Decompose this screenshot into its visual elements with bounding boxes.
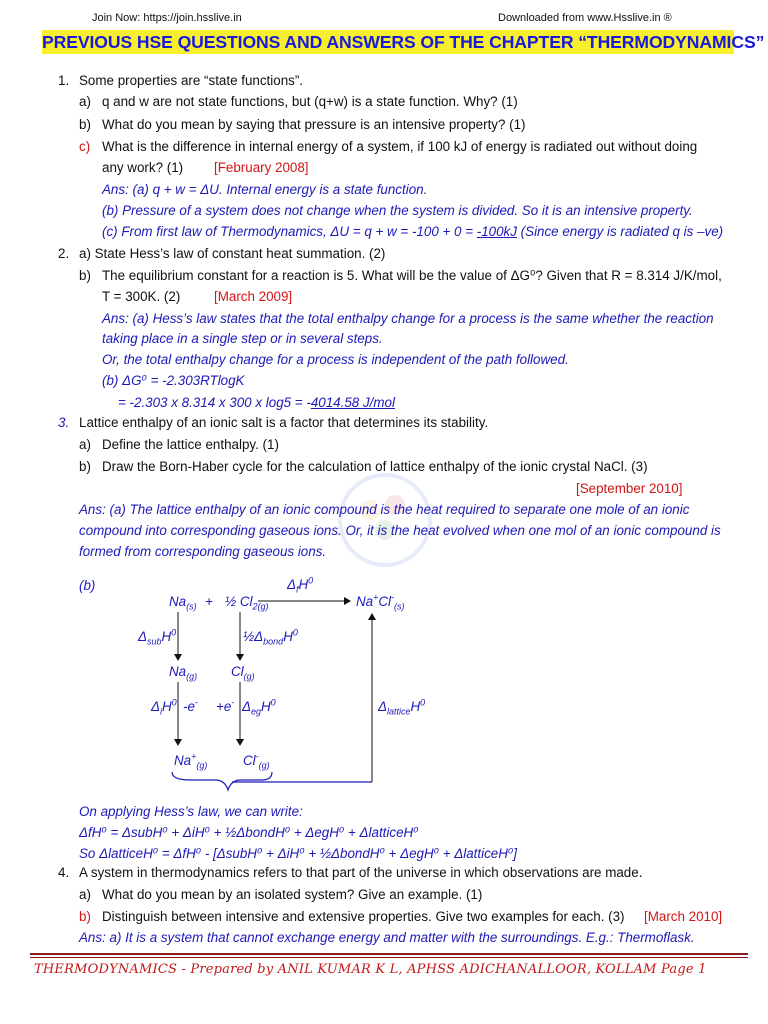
q3-stem: Lattice enthalpy of an ionic salt is a factor that determines its stability.	[79, 415, 489, 430]
q4-stem: A system in thermodynamics refers to that part of the universe in which observations are made.	[79, 865, 643, 880]
half-cl2-gas: ½ $Cl_{2(g)}$	[225, 594, 269, 612]
ionization-enthalpy-label: $\Delta_iH^0$	[151, 697, 177, 717]
q2-answer-line1: Ans: (a) Hess’s law states that the total enthalpy change for a process is the same whether the reaction	[102, 311, 714, 326]
q1c-text-continued: any work? (1)	[102, 160, 184, 175]
q4a-text: What do you mean by an isolated system? Give an example. (1)	[102, 887, 483, 902]
minus-electron: -e-	[183, 697, 198, 714]
formation-enthalpy-label: $\Delta_fH^0$	[287, 575, 314, 595]
na-gas: $Na_{(g)}$	[169, 664, 198, 682]
q3a-label: a)	[79, 437, 91, 452]
q3-answer-b-label: (b)	[79, 578, 96, 593]
q2a-text: a) State Hess’s law of constant heat summation. (2)	[79, 246, 386, 261]
q3-answer-line3: formed from corresponding gaseous ions.	[79, 544, 327, 559]
footer-rule-thick	[30, 953, 748, 955]
q1c-label: c)	[79, 139, 91, 154]
plus-sign: +	[205, 594, 213, 609]
q3-answer-line2: compound into corresponding gaseous ions. Or, it is the heat evolved when one mol of an ionic compound is	[79, 523, 721, 538]
q2-answer-line4: (b) ΔG⁰ = -2.303RTlogK	[102, 373, 245, 388]
q3-exam-tag: [September 2010]	[576, 481, 683, 496]
q2b-label: b)	[79, 268, 91, 283]
q1b-text: What do you mean by saying that pressure is an intensive property? (1)	[102, 117, 526, 132]
cl-ion-gas: $Cl^-_{(g)}$	[243, 751, 270, 771]
q2-exam-tag: [March 2009]	[214, 289, 293, 304]
cl-gas: $Cl_{(g)}$	[231, 664, 255, 682]
q1-answer-b: (b) Pressure of a system does not change when the system is divided. So it is an intensive property.	[102, 203, 693, 218]
join-link[interactable]: Join Now: https://join.hsslive.in	[92, 12, 242, 24]
q1a-label: a)	[79, 94, 91, 109]
q1c-text: What is the difference in internal energy of a system, if 100 kJ of energy is radiated out without doing	[102, 139, 698, 154]
lattice-enthalpy-equation: So ΔlatticeH⁰ = ΔfH⁰ - [ΔsubH⁰ + ΔiH⁰ + ½ΔbondH⁰ + ΔegH⁰ + ΔlatticeH⁰]	[79, 846, 517, 861]
sublimation-enthalpy-label: $\Delta_{sub}H^0$	[138, 627, 177, 647]
q1-answer-a: Ans: (a) q + w = ΔU. Internal energy is a state function.	[102, 182, 428, 197]
q1-answer-c-pre: (c) From first law of Thermodynamics, ΔU = q + w = -100 + 0 =	[102, 224, 477, 239]
download-source: Downloaded from www.Hsslive.in ®	[498, 12, 672, 24]
q3a-text: Define the lattice enthalpy. (1)	[102, 437, 279, 452]
plus-electron: +e-	[216, 697, 235, 714]
q2-answer-line2: taking place in a single step or in several steps.	[102, 331, 383, 346]
electron-gain-enthalpy-label: $\Delta_{eg}H^0$	[242, 697, 276, 717]
hess-law-intro: On applying Hess’s law, we can write:	[79, 804, 303, 819]
q2b-text: The equilibrium constant for a reaction is 5. What will be the value of ΔG⁰? Given that R = 8.314 J/K/mol,	[102, 268, 722, 283]
q3b-text: Draw the Born-Haber cycle for the calculation of lattice enthalpy of the ionic crystal NaCl. (3)	[102, 459, 648, 474]
q1a-text: q and w are not state functions, but (q+w) is a state function. Why? (1)	[102, 94, 518, 109]
q3-number: 3.	[58, 415, 70, 430]
footer-rule-thin	[30, 957, 748, 958]
q4-answer: Ans: a) It is a system that cannot exchange energy and matter with the surroundings. E.g.: Thermoflask.	[79, 930, 695, 945]
q4b-label: b)	[79, 909, 91, 924]
na-solid: $Na_{(s)}$	[169, 594, 197, 612]
hess-law-equation: ΔfH⁰ = ΔsubH⁰ + ΔiH⁰ + ½ΔbondH⁰ + ΔegH⁰ + ΔlatticeH⁰	[79, 825, 419, 840]
lattice-enthalpy-label: $\Delta_{lattice}H^0$	[378, 697, 426, 717]
q2-answer-line3: Or, the total enthalpy change for a process is independent of the path followed.	[102, 352, 569, 367]
page-title: PREVIOUS HSE QUESTIONS AND ANSWERS OF THE CHAPTER “THERMODYNAMICS”	[42, 32, 765, 52]
nacl-solid: $Na^+Cl^-_{(s)}$	[356, 592, 405, 612]
q1-exam-tag: [February 2008]	[214, 160, 309, 175]
q4b-text: Distinguish between intensive and extensive properties. Give two examples for each. (3)	[102, 909, 625, 924]
q2-answer-line5-pre: = -2.303 x 8.314 x 300 x log5 = -	[118, 395, 311, 410]
q4a-label: a)	[79, 887, 91, 902]
q2-number: 2.	[58, 246, 70, 261]
bond-enthalpy-label: $\frac{1}{2}\Delta_{bond}H^0$	[243, 627, 298, 647]
q2-answer-value: 4014.58 J/mol	[310, 395, 395, 410]
q4-exam-tag: [March 2010]	[644, 909, 723, 924]
q4-number: 4.	[58, 865, 70, 880]
q3b-label: b)	[79, 459, 91, 474]
q2b-text-continued: T = 300K. (2)	[102, 289, 181, 304]
na-ion-gas: $Na^+_{(g)}$	[174, 751, 208, 771]
page-footer: THERMODYNAMICS - Prepared by ANIL KUMAR K L, APHSS ADICHANALLOOR, KOLLAM Page 1	[34, 962, 707, 977]
q1-answer-c-value: -100kJ	[476, 224, 517, 239]
q1b-label: b)	[79, 117, 91, 132]
q1-number: 1.	[58, 73, 70, 88]
q1-answer-c-post: (Since energy is radiated q is –ve)	[516, 224, 724, 239]
q1-stem: Some properties are “state functions”.	[79, 73, 304, 88]
q3-answer-line1: Ans: (a) The lattice enthalpy of an ionic compound is the heat required to separate one mole of an ionic	[79, 502, 690, 517]
